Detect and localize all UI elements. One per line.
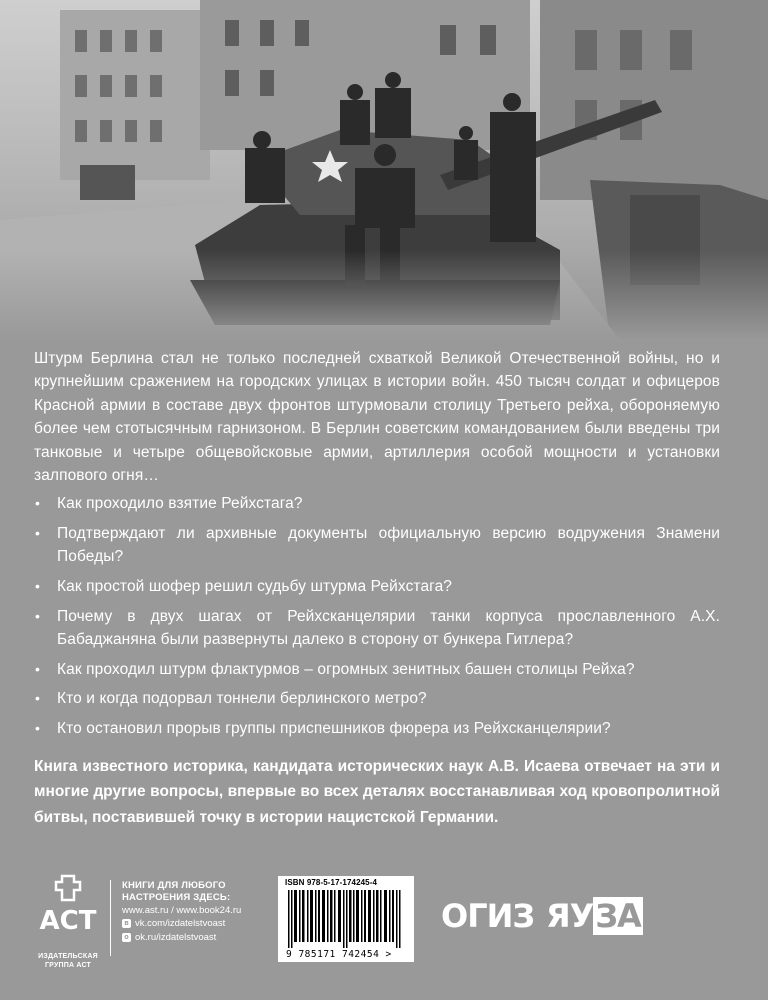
- ast-logo: [38, 872, 98, 969]
- barcode: [278, 876, 414, 962]
- bullet-icon: •: [35, 578, 41, 595]
- bullet-icon: •: [35, 495, 41, 512]
- vk-row[interactable]: в vk.com/izdatelstvoast: [122, 917, 241, 930]
- vk-icon: в: [122, 919, 131, 928]
- list-item: • Почему в двух шагах от Рейхсканцелярии танки корпуса прославленного А.Х. Бабаджаняна были развернуты далеко в сторону от бункера Гитлера?: [34, 605, 720, 652]
- bullet-icon: •: [35, 719, 41, 736]
- yauza-logo: ЯУЗА: [546, 897, 641, 935]
- ok-row[interactable]: о ok.ru/izdatelstvoast: [122, 931, 241, 944]
- barcode-bars: [282, 890, 410, 948]
- list-item: • Кто остановил прорыв группы приспешников фюрера из Рейхсканцелярии?: [34, 717, 720, 740]
- summary-paragraph: Книга известного историка, кандидата исторических наук А.В. Исаева отвечает на эти и многие другие вопросы, впервые во всех деталях восстанавливая ход кровопролитной битвы, поставившей точку в истории нацистской Германии.: [34, 757, 720, 826]
- footer: [0, 860, 768, 1000]
- list-item: • Как простой шофер решил судьбу штурма Рейхстага?: [34, 575, 720, 598]
- ok-icon: о: [122, 933, 131, 942]
- ogiz-logo: ОГИЗ: [441, 897, 535, 935]
- ast-figure-icon: [48, 872, 88, 902]
- list-item: • Как проходило взятие Рейхстага?: [34, 492, 720, 515]
- cover-photo: [0, 0, 768, 340]
- list-item: • Подтверждают ли архивные документы официальную версию водружения Знамени Победы?: [34, 522, 720, 569]
- publisher-info: КНИГИ ДЛЯ ЛЮБОГО НАСТРОЕНИЯ ЗДЕСЬ: www.ast.ru / www.book24.ru в vk.com/izdatelstvoast о ok.ru/izdatelstvoast: [122, 880, 242, 943]
- list-item: • Кто и когда подорвал тоннели берлинского метро?: [34, 687, 720, 710]
- footer-divider: [110, 880, 111, 956]
- bullet-icon: •: [35, 660, 41, 677]
- ast-logo-text: ACT: [39, 906, 97, 936]
- list-item: • Как проходил штурм флактурмов – огромных зенитных башен столицы Рейха?: [34, 658, 720, 681]
- bullet-icon: •: [35, 525, 41, 542]
- question-list: [34, 492, 720, 740]
- intro-paragraph: Штурм Берлина стал не только последней схваткой Великой Отечественной войны, но и крупнейшим сражением на городских улицах в истории войн. 450 тысяч солдат и офицеров Красной армии в составе двух фронтов штурмовали столицу Третьего рейха, обороняемую более чем стотысячным гарнизоном. В Берлин советским командованием были введены три танковые и четыре общевойсковые армии, артиллерия особой мощности и установки залпового огня…: [34, 350, 720, 485]
- site-link[interactable]: www.ast.ru / www.book24.ru: [122, 905, 242, 916]
- bullet-icon: •: [35, 607, 41, 624]
- isbn-label: ISBN 978-5-17-174245-4: [285, 878, 378, 887]
- bullet-icon: •: [35, 690, 41, 707]
- barcode-number: 9 785171 742454 >: [286, 949, 392, 960]
- ast-caption: ИЗДАТЕЛЬСКАЯ ГРУППА АСТ: [38, 953, 98, 969]
- annotation-block: [34, 347, 720, 746]
